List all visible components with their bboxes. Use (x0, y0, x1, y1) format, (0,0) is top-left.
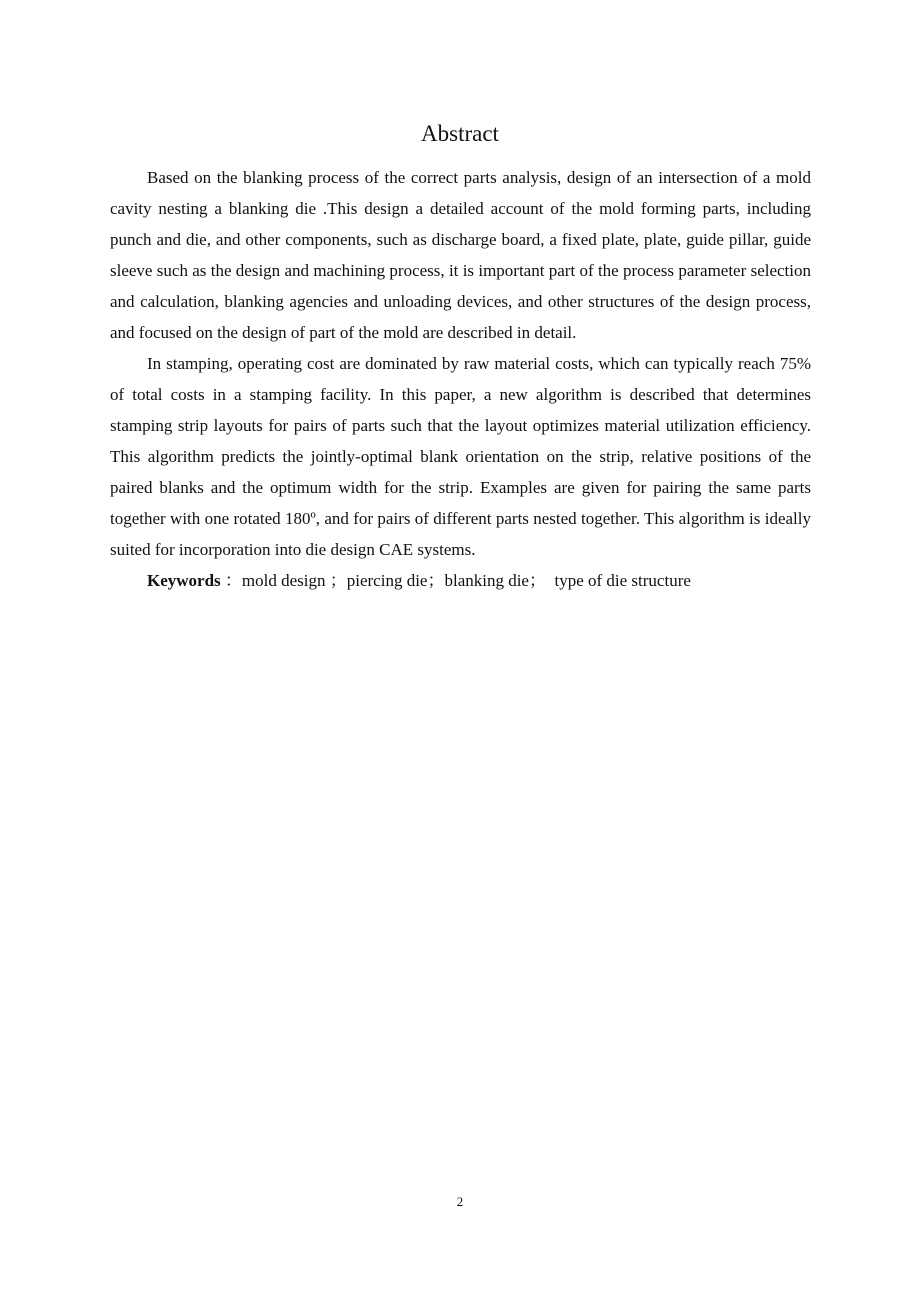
keywords-line (110, 565, 811, 596)
abstract-body (110, 162, 811, 596)
keywords-list: ：mold design ；piercing die；blanking die； type of die structure (220, 571, 691, 590)
page-number: 2 (456, 1194, 464, 1209)
abstract-paragraph-1: Based on the blanking process of the correct parts analysis, design of an intersection of a mold cavity nesting a blanking die .This design a detailed account of the mold forming parts, including punch and die, and other components, such as discharge board, a fixed plate, plate, guide pillar, guide sleeve such as the design and machining process, it is important part of the process parameter selection and calculation, blanking agencies and unloading devices, and other structures of the design process, and focused on the design of part of the mold are described in detail. (110, 168, 811, 342)
keywords-label: Keywords (147, 571, 221, 590)
abstract-paragraph-2: In stamping, operating cost are dominated by raw material costs, which can typically reach 75% of total costs in a stamping facility. In this paper, a new algorithm is described that determines stamping strip layouts for pairs of parts such that the layout optimizes material utilization efficiency. This algorithm predicts the jointly-optimal blank orientation on the strip, relative positions of the paired blanks and the optimum width for the strip. Examples are given for pairing the same parts together with one rotated 180º, and for pairs of different parts nested together. This algorithm is ideally suited for incorporation into die design CAE systems. (110, 354, 811, 559)
abstract-title: Abstract (421, 121, 499, 146)
